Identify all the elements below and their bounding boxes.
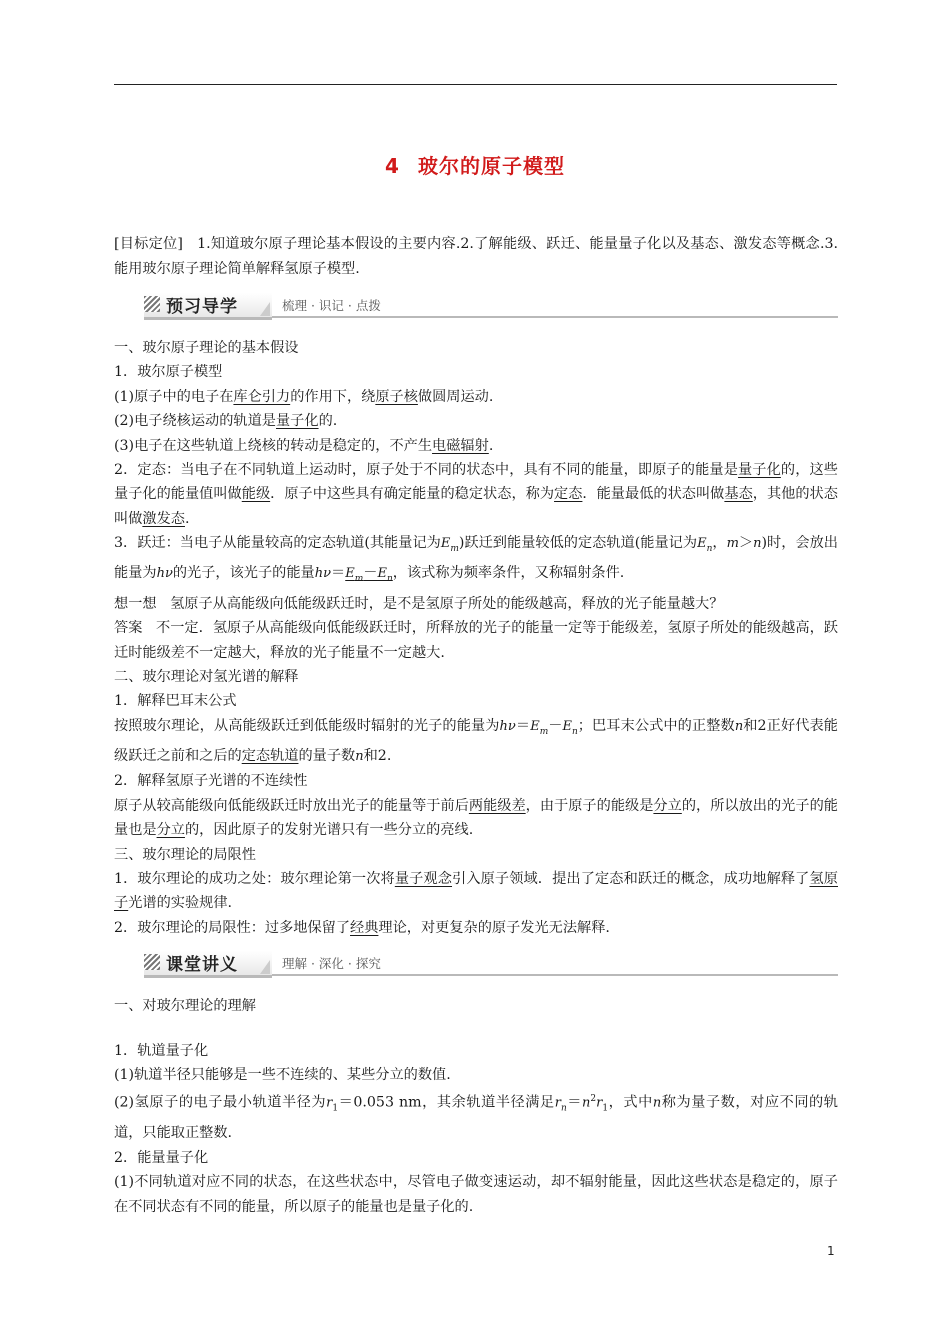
paragraph: 2．定态：当电子在不同轨道上运动时，原子处于不同的状态中，具有不同的能量，即原子的能量是量子化的，这些量子化的能量值叫做能级．原子中这些具有确定能量的稳定状态，称为定态．能量最低的状态叫做基态，其他的状态叫做激发态. — [114, 462, 838, 527]
answer-blank: 能级 — [241, 486, 271, 503]
answer-blank: 量子化 — [275, 413, 319, 430]
preview-banner — [114, 290, 838, 318]
goal-label: [目标定位] — [114, 236, 183, 252]
goal-text: 1.知道玻尔原子理论基本假设的主要内容.2.了解能级、跃迁、能量量子化以及基态、激发态等概念.3.能用玻尔原子理论简单解释氢原子模型. — [114, 236, 838, 277]
paragraph: (2)氢原子的电子最小轨道半径为$r_1=0.053$ nm，其余轨道半径满足$r_n=n^2r_1$，式中n称为量子数，对应不同的轨道，只能取正整数. — [114, 1094, 838, 1142]
page-title — [0, 150, 950, 179]
title-text: 玻尔的原子模型 — [417, 154, 565, 178]
subsection-heading: 1．轨道量子化 — [114, 1042, 209, 1059]
answer: 答案 不一定．氢原子从高能级向低能级跃迁时，所释放的光子的能量一定等于能级差，氢原子所处的能级越高，跃迁时能级差不一定越大，释放的光子能量不一定越大. — [114, 620, 838, 661]
paragraph: 按照玻尔理论，从高能级跃迁到低能级时辐射的光子的能量为$h\nu=E_m-E_n$；巴耳末公式中的正整数n和2正好代表能级跃迁之前和之后的定态轨道的量子数n和2. — [114, 717, 838, 764]
answer-blank: 基态 — [724, 486, 753, 503]
answer-blank: 库仑引力 — [233, 388, 291, 405]
answer-blank: 量子化 — [738, 462, 781, 479]
answer-blank: 原子核 — [375, 388, 418, 405]
answer-blank: 两能级差 — [468, 797, 526, 814]
banner-title: 预习导学 — [166, 297, 238, 317]
section-number: 4 — [385, 154, 400, 178]
section-heading: 三、玻尔理论的局限性 — [114, 846, 256, 863]
paragraph: (2)电子绕核运动的轨道是量子化的. — [114, 413, 338, 430]
answer-blank: 经典 — [350, 919, 379, 936]
answer-blank: 激发态 — [142, 510, 185, 527]
paragraph: (1)原子中的电子在库仑引力的作用下，绕原子核做圆周运动. — [114, 388, 494, 405]
triangle-icon — [260, 960, 270, 974]
stripes-icon — [144, 954, 160, 970]
banner-title: 课堂讲义 — [166, 955, 238, 976]
document-body — [114, 232, 838, 1219]
think-question: 想一想 氢原子从高能级向低能级跃迁时，是不是氢原子所处的能级越高，释放的光子能量越大？ — [114, 595, 724, 612]
subsection-heading: 1．解释巴耳末公式 — [114, 693, 237, 710]
paragraph: (1)不同轨道对应不同的状态，在这些状态中，尽管电子做变速运动，却不辐射能量，因此这些状态是稳定的，原子在不同状态有不同的能量，所以原子的能量也是量子化的. — [114, 1174, 838, 1215]
paragraph: (1)轨道半径只能够是一些不连续的、某些分立的数值. — [114, 1067, 451, 1084]
paragraph: (3)电子在这些轨道上绕核的转动是稳定的，不产生电磁辐射. — [114, 437, 494, 454]
subsection-heading: 2．解释氢原子光谱的不连续性 — [114, 773, 308, 790]
answer-blank: 定态 — [554, 486, 583, 503]
answer-label: 答案 — [114, 620, 143, 637]
answer-blank: 分立 — [653, 797, 682, 814]
answer-blank: 氢原子 — [114, 871, 838, 912]
paragraph: 3．跃迁：当电子从能量较高的定态轨道(其能量记为$E_m$)跃迁到能量较低的定态轨道(能量记为$E_n$，m＞n)时，会放出能量为hν的光子，该光子的能量$h\nu=E_m-E_n$，该式称为频率条件，又称辐射条件. — [114, 535, 838, 585]
section-heading: 二、玻尔理论对氢光谱的解释 — [114, 668, 299, 685]
answer-blank: $E_m-E_n$ — [345, 565, 393, 585]
paragraph: 2．玻尔理论的局限性：过多地保留了经典理论，对更复杂的原子发光无法解释. — [114, 919, 610, 936]
header-rule — [114, 84, 837, 85]
banner-tagline: 理解 · 深化 · 探究 — [282, 956, 381, 972]
learning-goals — [114, 232, 838, 282]
page-number: 1 — [827, 1244, 835, 1258]
think-label: 想一想 — [114, 595, 157, 612]
paragraph: 1．玻尔理论的成功之处：玻尔理论第一次将量子观念引入原子领域．提出了定态和跃迁的概念，成功地解释了氢原子光谱的实验规律. — [114, 871, 838, 912]
triangle-icon — [260, 302, 270, 316]
stripes-icon — [144, 296, 160, 312]
banner-tagline: 梳理 · 识记 · 点拨 — [282, 298, 381, 313]
subsection-heading: 1．玻尔原子模型 — [114, 364, 223, 381]
subsection-heading: 2．能量量子化 — [114, 1149, 209, 1166]
answer-blank: 电磁辐射 — [432, 437, 489, 454]
lecture-banner — [114, 948, 838, 976]
answer-blank: 定态轨道 — [241, 747, 299, 764]
answer-blank: 分立 — [156, 822, 185, 839]
paragraph: 原子从较高能级向低能级跃迁时放出光子的能量等于前后两能级差，由于原子的能级是分立的，所以放出的光子的能量也是分立的，因此原子的发射光谱只有一些分立的亮线. — [114, 797, 838, 839]
section-heading: 一、对玻尔理论的理解 — [114, 998, 256, 1015]
section-heading: 一、玻尔原子理论的基本假设 — [114, 340, 299, 356]
answer-blank: 量子观念 — [394, 871, 453, 888]
